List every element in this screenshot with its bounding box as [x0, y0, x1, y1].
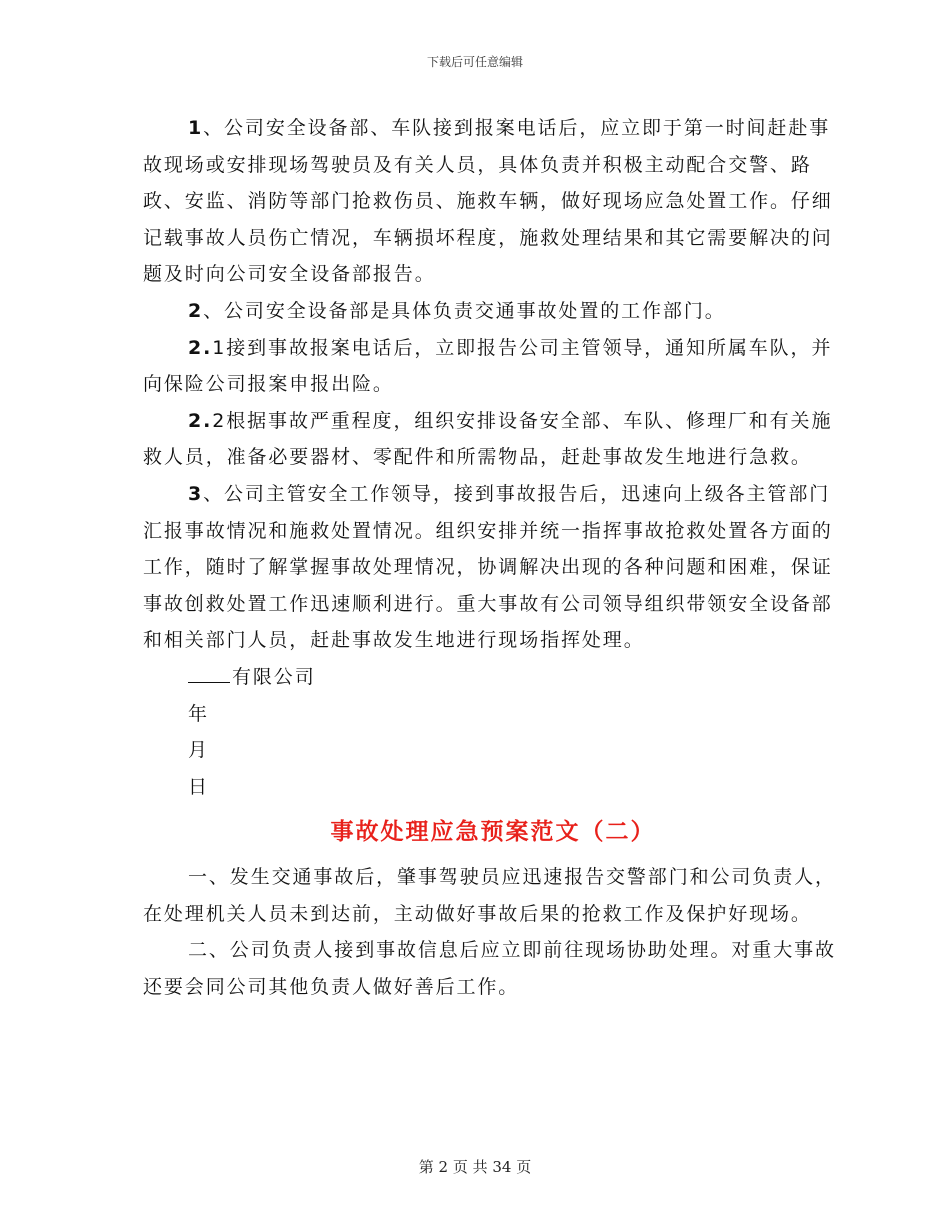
paragraph-two [143, 932, 843, 1005]
paragraph-one [143, 859, 843, 932]
page-number: 第 2 页 共 34 页 [418, 1158, 532, 1176]
paragraph-number: 2. [188, 336, 213, 359]
paragraph-number: 一 [188, 866, 209, 889]
document-body [143, 110, 843, 1006]
paragraph-text: 、公司主管安全工作领导，接到事故报告后，迅速向上级各主管部门汇报事故情况和施救处置情况。组织安排并统一指挥事故抢救处置各方面的工作，随时了解掌握事故处理情况，协调解决出现的各种问题和困难，保证事故创救处置工作迅速顺利进行。重大事故有公司领导组织带领安全设备部和相关部门人员，赶赴事故发生地进行现场指挥处理。 [143, 482, 833, 652]
signature-company [143, 659, 843, 696]
signature-day: 日 [188, 775, 209, 798]
paragraph-number: 1 [188, 117, 204, 139]
paragraph-text: 、发生交通事故后，肇事驾驶员应迅速报告交警部门和公司负责人，在处理机关人员未到达前，主动做好事故后果的抢救工作及保护好现场。 [143, 866, 836, 925]
signature-year: 年 [188, 702, 209, 725]
header-note: 下载后可任意编辑 [426, 55, 523, 69]
signature-month: 月 [188, 739, 209, 762]
paragraph-number: 二 [188, 939, 209, 962]
paragraph-number: 2 [188, 299, 204, 322]
paragraph-text: 、公司安全设备部、车队接到报案电话后，应立即于第一时间赶赴事故现场或安排现场驾驶员及有关人员，具体负责并积极主动配合交警、路政、安监、消防等部门抢救伤员、施救车辆，做好现场应急处置工作。仔细记载事故人员伤亡情况，车辆损坏程度，施救处理结果和其它需要解决的问题及时向公司安全设备部报告。 [143, 117, 833, 286]
paragraph-text: 、公司安全设备部是具体负责交通事故处置的工作部门。 [203, 299, 726, 322]
paragraph-text: 1接到事故报案电话后，立即报告公司主管领导，通知所属车队，并向保险公司报案申报出险。 [143, 336, 833, 396]
section-title: 事故处理应急预案范文（二） [330, 819, 656, 846]
paragraph-number: 3 [188, 482, 204, 505]
blank-underline [188, 666, 230, 683]
paragraph-text: 、公司负责人接到事故信息后应立即前往现场协助处理。对重大事故还要会同公司其他负责人做好善后工作。 [143, 939, 836, 999]
paragraph-number: 2. [188, 409, 213, 432]
paragraph-text: 2根据事故严重程度，组织安排设备安全部、车队、修理厂和有关施救人员，准备必要器材、零配件和所需物品，赶赴事故发生地进行急救。 [143, 409, 833, 469]
paragraph-2-1 [143, 330, 843, 403]
paragraph-3 [143, 476, 843, 659]
paragraph-1 [143, 110, 843, 293]
paragraph-2 [143, 293, 843, 330]
paragraph-2-2 [143, 403, 843, 476]
company-suffix: 有限公司 [232, 665, 316, 688]
